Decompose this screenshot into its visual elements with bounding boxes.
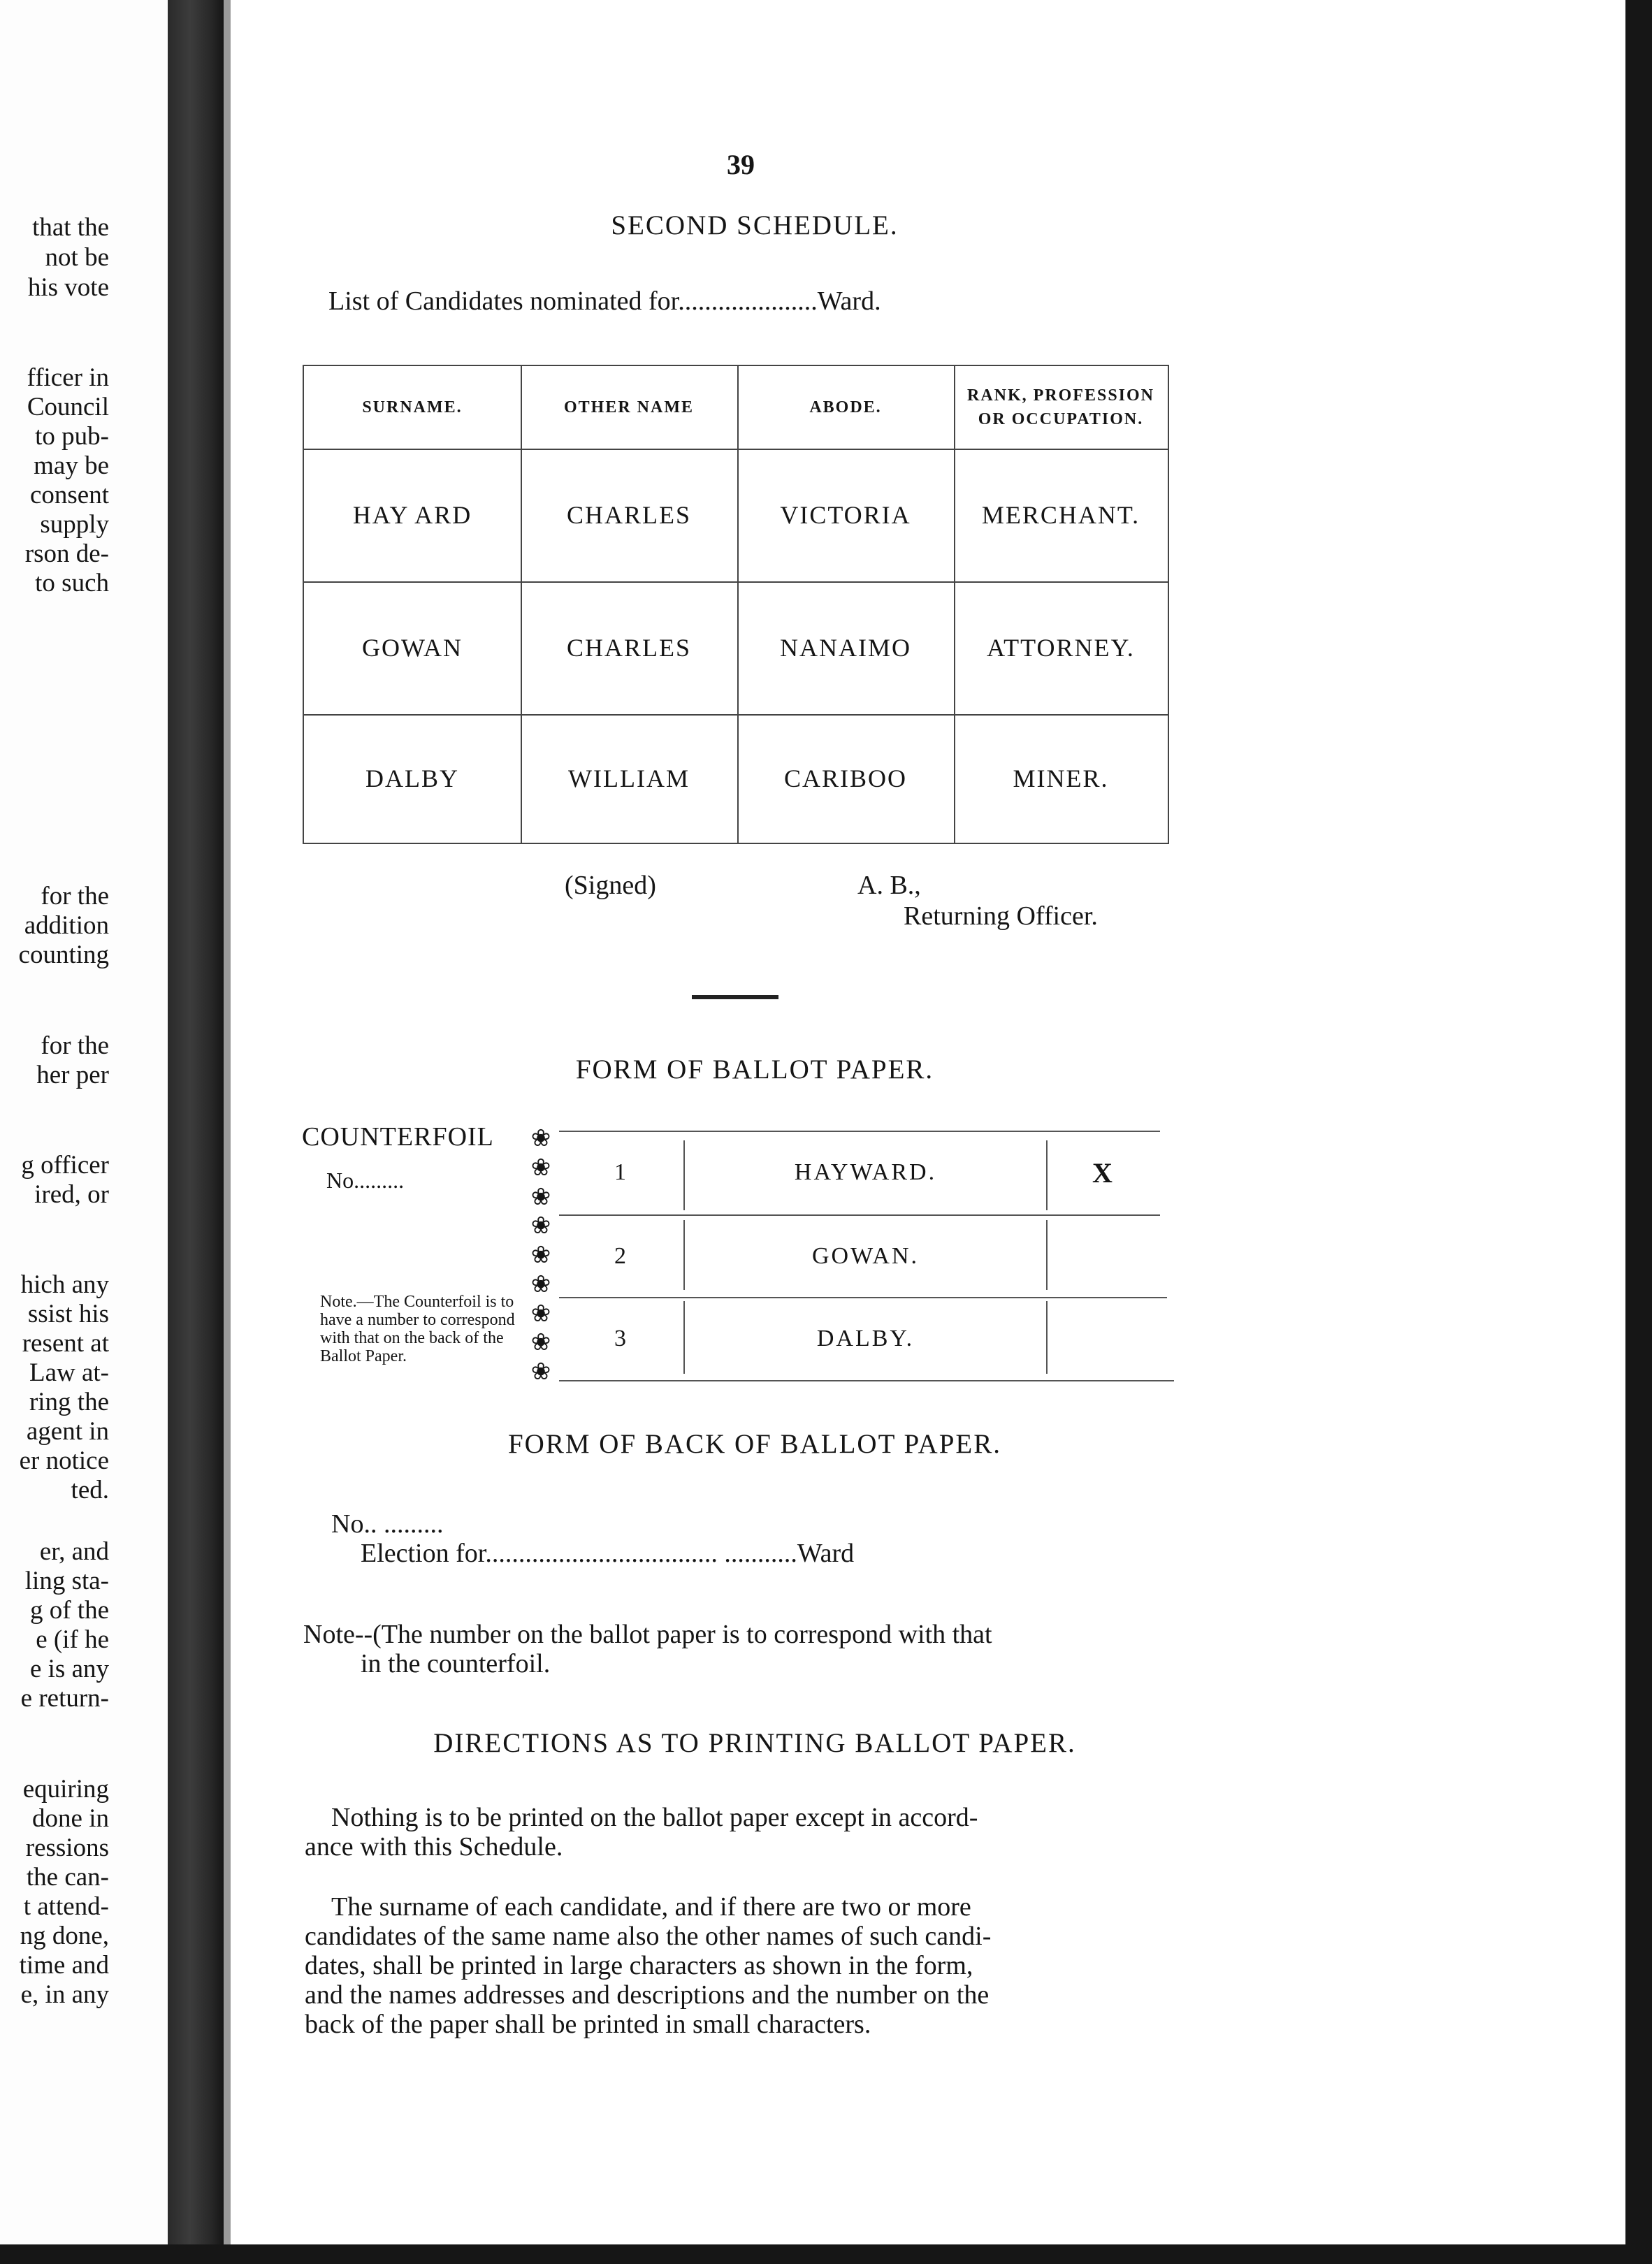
back-form-title: FORM OF BACK OF BALLOT PAPER. (507, 1429, 1001, 1459)
directions-paragraph-line: back of the paper shall be printed in small characters. (305, 2010, 871, 2039)
left-text-line: hich any (20, 1270, 109, 1299)
left-text-line: his vote (27, 273, 109, 302)
ballot-form-title: FORM OF BALLOT PAPER. (575, 1054, 934, 1084)
directions-paragraph-line: ance with this Schedule. (305, 1832, 563, 1862)
ballot-candidate-name: DALBY. (816, 1326, 915, 1351)
left-text-line: resent at (22, 1329, 109, 1358)
left-facing-page (0, 0, 168, 2264)
second-schedule-title: SECOND SCHEDULE. (611, 210, 899, 240)
page-edge (224, 0, 231, 2264)
directions-paragraph-line: The surname of each candidate, and if there are two or more (331, 1892, 971, 1922)
ballot-candidate-name: GOWAN. (811, 1243, 920, 1269)
table-cell: HAY ARD (352, 501, 472, 529)
left-text-line: equiring (22, 1775, 109, 1804)
scan-border-right (1625, 0, 1652, 2264)
left-text-line: e, in any (20, 1980, 109, 2009)
back-form-note-line: Note--(The number on the ballot paper is to correspond with that (303, 1620, 992, 1649)
left-text-line: consent (29, 481, 109, 509)
counterfoil-number: No......... (326, 1168, 405, 1193)
left-text-line: ssist his (27, 1300, 109, 1328)
left-text-line: ired, or (34, 1180, 109, 1209)
left-text-line: for the (41, 1031, 109, 1060)
left-text-line: ng done, (20, 1922, 109, 1950)
perforation-ornament: ❀ ❀ ❀ ❀ ❀ ❀ ❀ ❀ ❀ (530, 1126, 551, 1385)
left-text-line: e is any (29, 1655, 109, 1683)
left-text-line: rson de- (24, 539, 109, 568)
table-cell: WILLIAM (568, 764, 690, 792)
left-text-line: supply (40, 510, 109, 539)
left-text-line: done in (32, 1804, 109, 1833)
book-spine (168, 0, 224, 2264)
back-form-election-line: Election for................................... ...........Ward (361, 1539, 855, 1568)
table-cell: GOWAN (362, 634, 463, 662)
column-header-other-name: OTHER NAME (563, 398, 694, 416)
counterfoil-note: Note.—The Counterfoil is to have a number to correspond with that on the back of the Ballot Paper. (320, 1293, 515, 1365)
left-text-line: for the (41, 882, 109, 910)
table-cell: NANAIMO (780, 634, 911, 662)
directions-paragraph-line: candidates of the same name also the other names of such candi- (305, 1922, 992, 1951)
directions-paragraph-line: and the names addresses and descriptions and the number on the (305, 1980, 990, 2010)
table-cell: DALBY (365, 764, 459, 792)
table-cell: CHARLES (566, 634, 692, 662)
directions-paragraph-line: dates, shall be printed in large characters as shown in the form, (305, 1951, 973, 1980)
left-text-line: er notice (19, 1446, 109, 1475)
directions-paragraph-line: Nothing is to be printed on the ballot paper except in accord- (331, 1803, 978, 1832)
left-text-line: t attend- (23, 1892, 109, 1921)
left-text-line: Council (27, 393, 109, 421)
left-text-line: er, and (39, 1537, 109, 1566)
table-cell: CHARLES (566, 501, 692, 529)
left-text-line: may be (34, 451, 109, 480)
ballot-mark (1048, 1298, 1159, 1379)
section-divider (692, 995, 778, 999)
back-form-note-line: in the counterfoil. (361, 1649, 551, 1678)
left-text-line: her per (36, 1061, 109, 1089)
left-text-line: time and (19, 1951, 109, 1980)
table-cell: MINER. (1013, 764, 1109, 792)
candidates-list-line: List of Candidates nominated for.....................Ward. (328, 286, 881, 316)
ballot-number: 3 (614, 1326, 628, 1351)
left-text-line: ted. (71, 1476, 109, 1504)
left-text-line: to such (35, 569, 109, 597)
candidates-table (303, 365, 1169, 844)
counterfoil-label: COUNTERFOIL (302, 1122, 494, 1152)
ballot-mark (1048, 1216, 1159, 1297)
table-cell: MERCHANT. (981, 501, 1140, 529)
left-text-line: the can- (26, 1863, 109, 1892)
ballot-number: 1 (614, 1159, 628, 1185)
table-cell: ATTORNEY. (987, 634, 1135, 662)
ballot-number: 2 (614, 1243, 628, 1269)
table-cell: CARIBOO (783, 764, 908, 792)
left-text-line: addition (24, 911, 109, 940)
left-text-line: that the (32, 213, 109, 242)
table-cell: VICTORIA (780, 501, 911, 529)
column-header-surname: SURNAME. (362, 398, 463, 416)
left-text-line: not be (45, 243, 109, 272)
signatory-name: A. B., (857, 871, 921, 900)
back-form-number-line: No.. ......... (331, 1509, 444, 1539)
left-text-line: to pub- (35, 422, 109, 451)
page-number: 39 (727, 149, 755, 180)
left-text-line: g officer (21, 1151, 109, 1180)
left-text-line: Law at- (29, 1358, 109, 1387)
ballot-mark: X (1092, 1156, 1115, 1189)
left-text-line: counting (18, 941, 109, 969)
left-text-line: agent in (26, 1417, 109, 1446)
directions-title: DIRECTIONS AS TO PRINTING BALLOT PAPER. (433, 1728, 1076, 1758)
left-text-line: ling sta- (24, 1567, 109, 1595)
left-text-line: e return- (20, 1684, 109, 1713)
scan-border-bottom (0, 2244, 1652, 2264)
signatory-title: Returning Officer. (904, 901, 1098, 931)
signed-label: (Signed) (565, 871, 656, 900)
ballot-candidate-name: HAYWARD. (794, 1159, 937, 1185)
column-header-occupation: RANK, PROFESSION OR OCCUPATION. (966, 386, 1155, 428)
left-text-line: ring the (29, 1388, 109, 1416)
column-header-abode: ABODE. (809, 398, 882, 416)
left-text-line: e (if he (36, 1625, 109, 1654)
left-text-line: ressions (25, 1834, 109, 1862)
left-text-line: g of the (29, 1596, 109, 1625)
left-text-line: fficer in (27, 363, 109, 392)
